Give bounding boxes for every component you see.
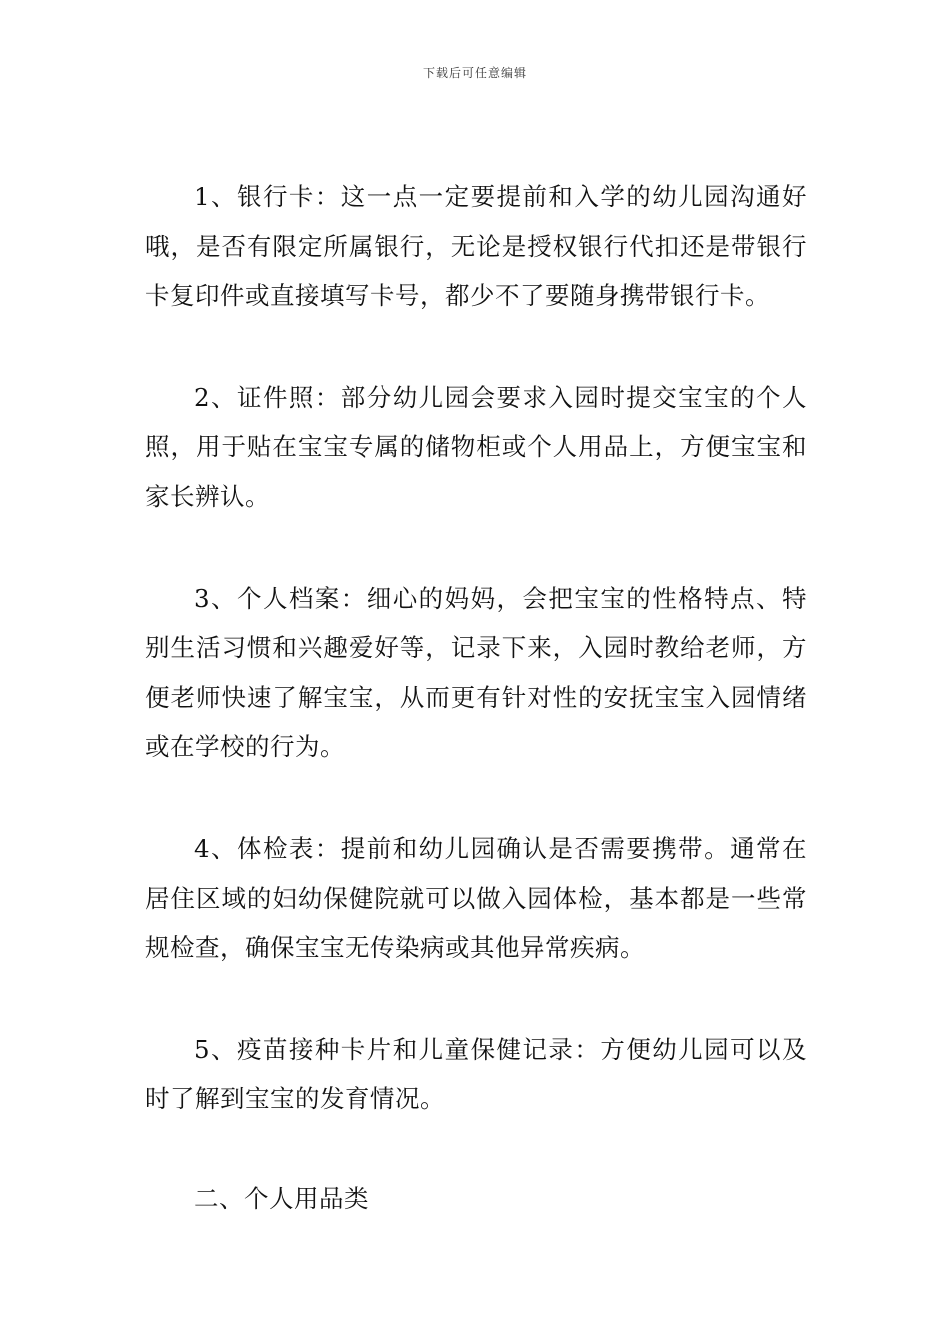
paragraph-health-form: 4、体检表：提前和幼儿园确认是否需要携带。通常在居住区域的妇幼保健院就可以做入园体检，基本都是一些常规检查，确保宝宝无传染病或其他异常疾病。 xyxy=(145,833,807,963)
paragraph-id-photo: 2、证件照：部分幼儿园会要求入园时提交宝宝的个人照，用于贴在宝宝专属的储物柜或个人用品上，方便宝宝和家长辨认。 xyxy=(145,382,807,511)
paragraph-bank-card: 1、银行卡：这一点一定要提前和入学的幼儿园沟通好哦，是否有限定所属银行，无论是授权银行代扣还是带银行卡复印件或直接填写卡号，都少不了要随身携带银行卡。 xyxy=(145,182,807,311)
document-body xyxy=(145,172,807,1224)
paragraph-personal-file: 3、个人档案：细心的妈妈，会把宝宝的性格特点、特别生活习惯和兴趣爱好等，记录下来，入园时教给老师，方便老师快速了解宝宝，从而更有针对性的安抚宝宝入园情绪或在学校的行为。 xyxy=(145,583,807,762)
header-note: 下载后可任意编辑 xyxy=(422,66,527,80)
paragraph-vaccine-card: 5、疫苗接种卡片和儿童保健记录：方便幼儿园可以及时了解到宝宝的发育情况。 xyxy=(145,1034,807,1114)
section-heading: 二、个人用品类 xyxy=(194,1183,369,1213)
